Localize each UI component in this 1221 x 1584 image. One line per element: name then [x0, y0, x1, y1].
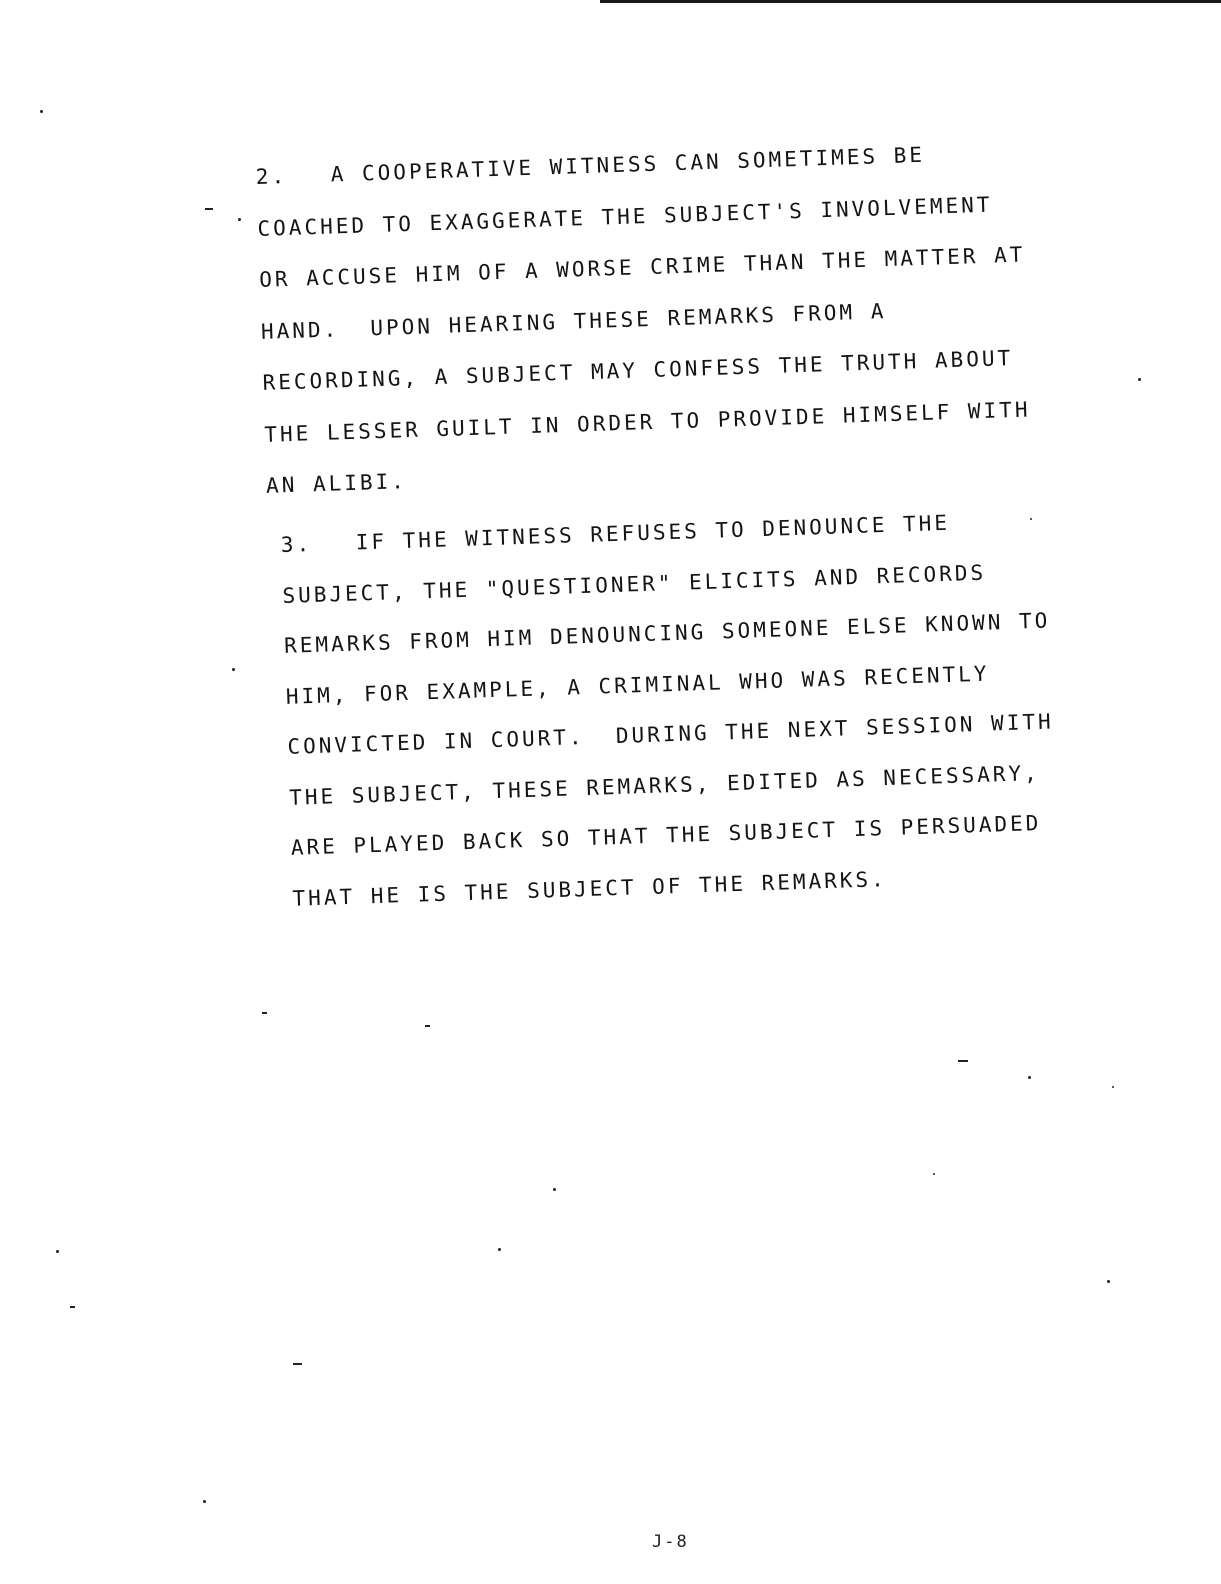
text-line: 2. A COOPERATIVE WITNESS CAN SOMETIMES BE: [255, 127, 1023, 204]
scan-speck: [1030, 518, 1032, 520]
scan-speck: [1138, 378, 1141, 381]
scan-speck: [203, 1500, 206, 1503]
scan-speck: [56, 1250, 59, 1253]
scan-mark: [70, 1306, 75, 1308]
paragraph-number: 2.: [255, 163, 288, 189]
scan-mark: [425, 1025, 430, 1027]
text-line: COACHED TO EXAGGERATE THE SUBJECT'S INVOLVEMENT: [257, 192, 993, 241]
text-line: OR ACCUSE HIM OF A WORSE CRIME THAN THE MATTER AT: [258, 242, 1026, 292]
text-line: HAND. UPON HEARING THESE REMARKS FROM A: [260, 298, 887, 344]
text-line: SUBJECT, THE "QUESTIONER" ELICITS AND RECORDS: [282, 560, 987, 608]
paragraph-2: [255, 127, 1033, 513]
scan-mark: [205, 208, 213, 210]
text-line: AN ALIBI.: [265, 469, 408, 498]
text-line: 3. IF THE WITNESS REFUSES TO DENOUNCE THE: [280, 495, 1048, 571]
text-line: THE SUBJECT, THESE REMARKS, EDITED AS NECESSARY,: [288, 760, 1041, 810]
scan-speck: [1107, 1280, 1110, 1283]
text-line: RECORDING, A SUBJECT MAY CONFESS THE TRUTH ABOUT: [262, 345, 1014, 395]
text-line: ARE PLAYED BACK SO THAT THE SUBJECT IS PERSUADED: [290, 810, 1042, 860]
scan-speck: [553, 1188, 556, 1191]
scan-speck: [1112, 1086, 1114, 1088]
scan-mark: [293, 1363, 302, 1365]
scan-speck: [232, 668, 235, 671]
paragraph-number: 3.: [280, 531, 313, 557]
scan-speck: [40, 110, 43, 113]
text-line: THAT HE IS THE SUBJECT OF THE REMARKS.: [292, 866, 888, 911]
text-line: CONVICTED IN COURT. DURING THE NEXT SESSION WITH: [287, 709, 1055, 759]
scan-speck: [238, 218, 241, 221]
scan-speck: [498, 1248, 501, 1251]
scan-mark: [262, 1012, 267, 1014]
page-number: J-8: [652, 1532, 689, 1552]
scan-speck: [933, 1173, 935, 1175]
scan-mark: [958, 1060, 968, 1062]
text-line: HIM, FOR EXAMPLE, A CRIMINAL WHO WAS RECENTLY: [285, 661, 990, 709]
text-line: THE LESSER GUILT IN ORDER TO PROVIDE HIMSELF WITH: [263, 396, 1031, 447]
text-line: REMARKS FROM HIM DENOUNCING SOMEONE ELSE KNOWN TO: [283, 608, 1051, 658]
scan-speck: [1028, 1076, 1031, 1079]
paragraph-3: [280, 495, 1059, 924]
